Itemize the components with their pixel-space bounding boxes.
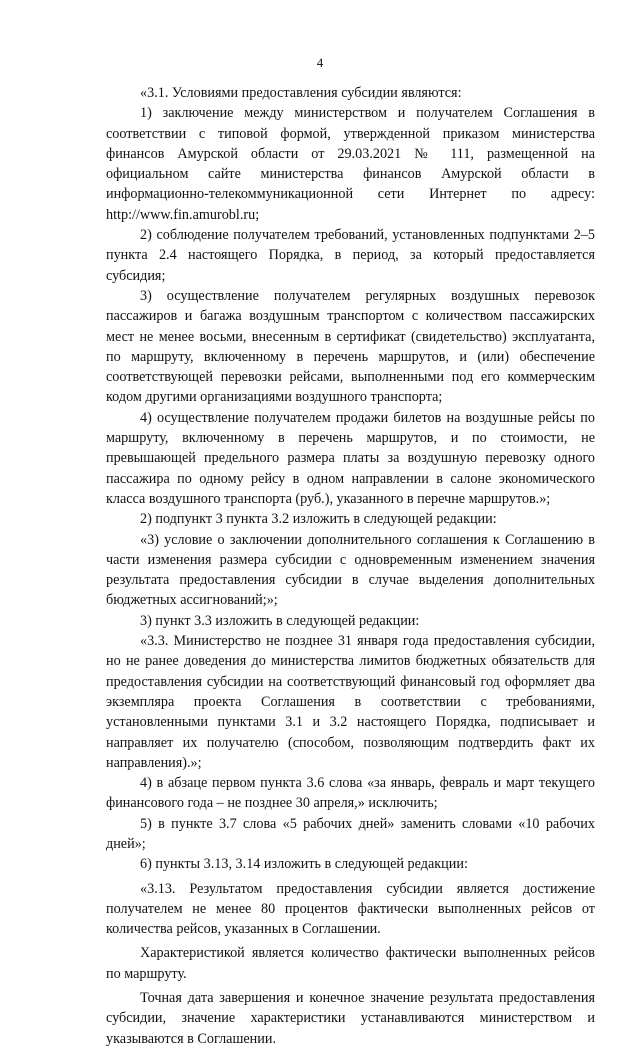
page-number: 4 <box>316 55 324 70</box>
paragraph-3-3: «3.3. Министерство не позднее 31 января года предоставления субсидии, но не ранее доведения до министерства лимитов бюджетных обязательств для предоставления субсидии на соответствующий финансовый год оформляет два экземпляра проекта Соглашения в соответствии с требованиями, установленными пунктами 3.1 и 3.2 настоящего Порядка, подписывает и направляет их получателю (способом, позволяющим подтвердить факт их направления).»; <box>106 633 595 771</box>
paragraph-3-1-intro: «3.1. Условиями предоставления субсидии являются: <box>140 85 462 101</box>
paragraph-completion-date: Точная дата завершения и конечное значение результата предоставления субсидии, значение характеристики устанавливаются министерством и указываются в Соглашении. <box>106 990 595 1047</box>
paragraph-condition-3: 3) осуществление получателем регулярных воздушных перевозок пассажиров и багажа воздушным транспортом с количеством пассажирских мест не менее восьми, внесенным в сертификат (свидетельство) эксплуатанта, по маршруту, включенному в перечень маршрутов, и (или) обеспечение соответствующей перевозки рейсами, выполненными под его коммерческим кодом другими организациями воздушного транспорта; <box>106 287 595 406</box>
paragraph-condition-2: 2) соблюдение получателем требований, установленных подпунктами 2–5 пункта 2.4 настоящего Порядка, в период, за который предоставляется субсидия; <box>106 227 595 284</box>
paragraph-condition-1: 1) заключение между министерством и получателем Соглашения в соответствии с типовой формой, утвержденной приказом министерства финансов Амурской области от 29.03.2021 № 111, размещенной на официальном сайте министерства финансов Амурской области в информационно-телекоммуникационной сети Интернет по адресу: http://www.fin.amurobl.ru; <box>106 105 595 223</box>
paragraph-amendment-5: 5) в пункте 3.7 слова «5 рабочих дней» заменить словами «10 рабочих дней»; <box>106 815 595 852</box>
document-body <box>106 83 595 1049</box>
paragraph-condition-4: 4) осуществление получателем продажи билетов на воздушные рейсы по маршруту, включенному в перечень маршрутов, и по стоимости, не превышающей предельного размера платы за воздушную перевозку одного пассажира по одному рейсу в одном направлении в салоне экономического класса воздушного транспорта (руб.), указанного в перечне маршрутов.»; <box>106 409 595 507</box>
paragraph-amendment-3: 3) пункт 3.3 изложить в следующей редакции: <box>140 612 420 629</box>
paragraph-amendment-4: 4) в абзаце первом пункта 3.6 слова «за январь, февраль и март текущего финансового года – не позднее 30 апреля,» исключить; <box>106 775 595 812</box>
paragraph-amendment-2: 2) подпункт 3 пункта 3.2 изложить в следующей редакции: <box>140 511 497 528</box>
paragraph-3-13: «3.13. Результатом предоставления субсидии является достижение получателем не менее 80 процентов фактически выполненных рейсов от количества рейсов, указанных в Соглашении. <box>106 880 595 938</box>
paragraph-characteristic: Характеристикой является количество фактически выполненных рейсов по маршруту. <box>106 945 595 982</box>
paragraph-amendment-6: 6) пункты 3.13, 3.14 изложить в следующей редакции: <box>140 856 468 873</box>
paragraph-3-2-subpoint-3: «3) условие о заключении дополнительного соглашения к Соглашению в части изменения размера субсидии с одновременным изменением значения результата предоставления субсидии в случае выделения дополнительных бюджетных ассигнований;»; <box>106 531 595 609</box>
